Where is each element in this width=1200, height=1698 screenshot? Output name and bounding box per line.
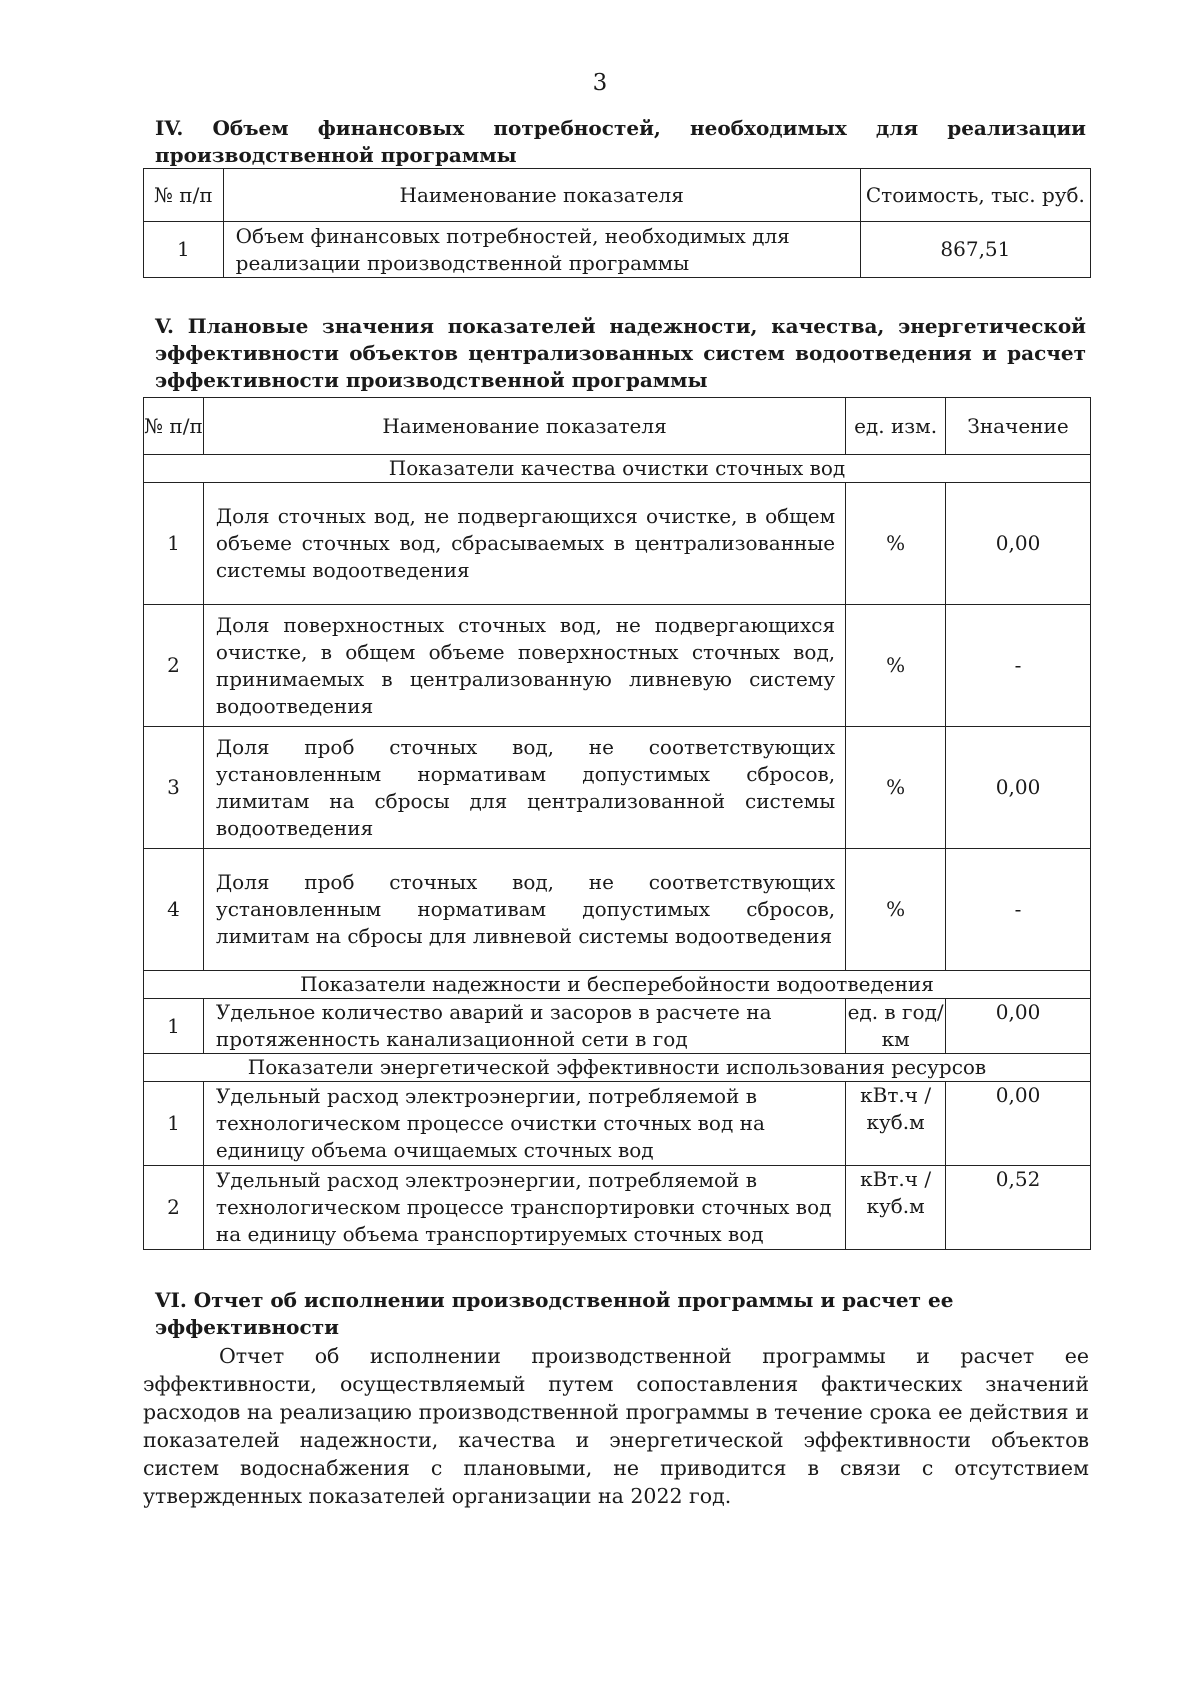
row-unit: ед. в год/ км (846, 999, 946, 1054)
header-num: № п/п (144, 169, 224, 222)
group-title-energy: Показатели энергетической эффективности использования ресурсов (144, 1054, 1091, 1082)
row-name: Удельное количество аварий и засоров в расчете на протяженность канализационной сети в год (203, 999, 845, 1054)
page-number: 3 (592, 70, 608, 96)
row-unit: % (846, 483, 946, 605)
row-name: Доля сточных вод, не подвергающихся очистке, в общем объеме сточных вод, сбрасываемых в централизованные системы водоотведения (203, 483, 845, 605)
row-name: Объем финансовых потребностей, необходимых для реализации производственной программы (223, 222, 860, 278)
row-value: 867,51 (860, 222, 1090, 278)
table-header-row (144, 169, 1091, 222)
header-unit: ед. изм. (846, 398, 946, 455)
row-unit: % (846, 849, 946, 971)
group-title-row (144, 1054, 1091, 1082)
table-row (144, 727, 1091, 849)
row-unit: кВт.ч / куб.м (846, 1082, 946, 1166)
row-value: - (946, 605, 1091, 727)
indicators-table (143, 397, 1091, 1250)
section-6-heading: VI. Отчет об исполнении производственной программы и расчет ее эффективности (155, 1288, 954, 1339)
group-title-quality: Показатели качества очистки сточных вод (144, 455, 1091, 483)
row-value: 0,00 (946, 727, 1091, 849)
row-unit: % (846, 727, 946, 849)
row-num: 1 (144, 222, 224, 278)
header-name: Наименование показателя (203, 398, 845, 455)
header-num: № п/п (144, 398, 204, 455)
table-row (144, 605, 1091, 727)
row-num: 4 (144, 849, 204, 971)
table-row (144, 849, 1091, 971)
row-num: 2 (144, 1166, 204, 1250)
row-value: 0,00 (946, 999, 1091, 1054)
row-name: Удельный расход электроэнергии, потребляемой в технологическом процессе очистки сточных вод на единицу объема очищаемых сточных вод (203, 1082, 845, 1166)
row-num: 3 (144, 727, 204, 849)
header-value: Значение (946, 398, 1091, 455)
row-num: 1 (144, 1082, 204, 1166)
table-row (144, 483, 1091, 605)
row-value: - (946, 849, 1091, 971)
group-title-reliability: Показатели надежности и бесперебойности водоотведения (144, 971, 1091, 999)
row-name: Доля проб сточных вод, не соответствующих установленным нормативам допустимых сбросов, лимитам на сбросы для централизованной системы водоотведения (203, 727, 845, 849)
row-value: 0,52 (946, 1166, 1091, 1250)
row-unit: кВт.ч / куб.м (846, 1166, 946, 1250)
section-5-heading: V. Плановые значения показателей надежности, качества, энергетической эффективности объектов централизованных систем водоотведения и расчет эффективности производственной программы (155, 314, 1086, 392)
header-cost: Стоимость, тыс. руб. (860, 169, 1090, 222)
table-header-row (144, 398, 1091, 455)
table-row (144, 1082, 1091, 1166)
row-num: 1 (144, 483, 204, 605)
row-unit: % (846, 605, 946, 727)
table-row (144, 999, 1091, 1054)
table-row (144, 1166, 1091, 1250)
row-value: 0,00 (946, 483, 1091, 605)
row-num: 1 (144, 999, 204, 1054)
group-title-row (144, 455, 1091, 483)
section-4-heading: IV. Объем финансовых потребностей, необходимых для реализации производственной программы (155, 116, 1086, 167)
row-name: Удельный расход электроэнергии, потребляемой в технологическом процессе транспортировки сточных вод на единицу объема транспортируемых сточных вод (203, 1166, 845, 1250)
table-row (144, 222, 1091, 278)
section-6-paragraph: Отчет об исполнении производственной программы и расчет ее эффективности, осуществляемый путем сопоставления фактических значений расходов на реализацию производственной программы в течение срока ее действия и показателей надежности, качества и энергетической эффективности объектов систем водоснабжения с плановыми, не приводится в связи с отсутствием утвержденных показателей организации на 2022 год. (143, 1344, 1089, 1508)
header-name: Наименование показателя (223, 169, 860, 222)
financial-needs-table (143, 168, 1091, 278)
group-title-row (144, 971, 1091, 999)
row-value: 0,00 (946, 1082, 1091, 1166)
row-name: Доля проб сточных вод, не соответствующих установленным нормативам допустимых сбросов, лимитам на сбросы для ливневой системы водоотведения (203, 849, 845, 971)
row-name: Доля поверхностных сточных вод, не подвергающихся очистке, в общем объеме поверхностных сточных вод, принимаемых в централизованную ливневую систему водоотведения (203, 605, 845, 727)
row-num: 2 (144, 605, 204, 727)
